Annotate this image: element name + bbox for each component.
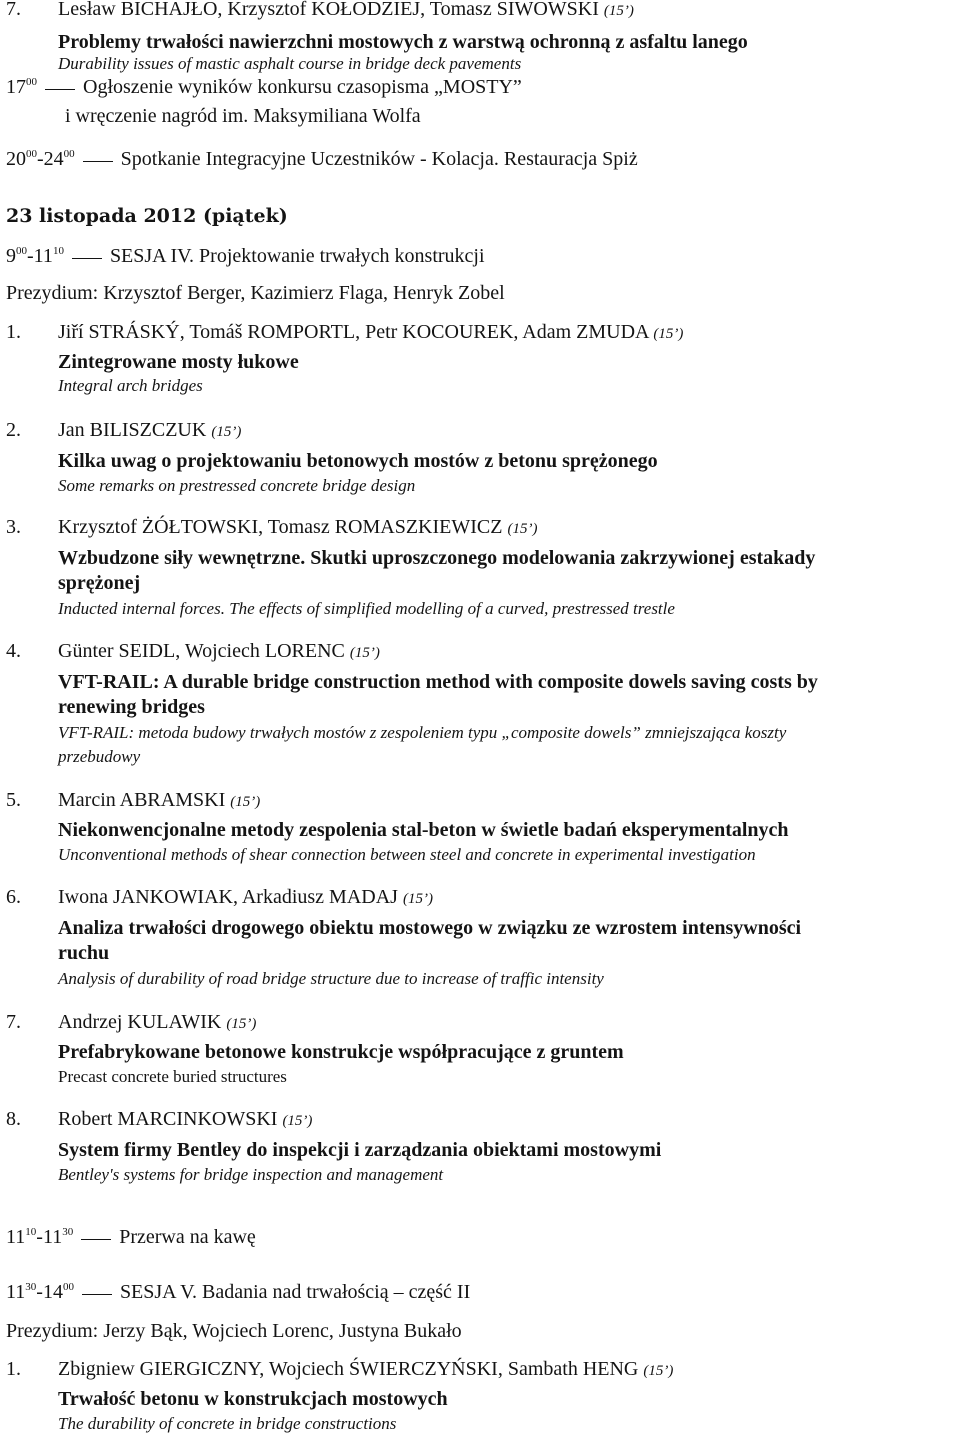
talk-title-pl-cont: renewing bridges [58, 696, 205, 718]
talk-title-en: Integral arch bridges [58, 376, 203, 395]
session-presidium: Prezydium: Jerzy Bąk, Wojciech Lorenc, Justyna Bukało [6, 1320, 462, 1342]
session-title: SESJA IV. Projektowanie trwałych konstrukcji [109, 245, 485, 267]
time-range: $11^{30}-14^{00}$ [6, 1281, 74, 1303]
time-range: $20^{00}-24^{00}$ [6, 148, 75, 170]
talk-title-pl: Trwałość betonu w konstrukcjach mostowych [58, 1388, 448, 1410]
talk-duration: (15’) [643, 1363, 674, 1379]
talk-header [6, 418, 241, 444]
dash-separator [81, 1239, 111, 1240]
talk-title-pl: Problemy trwałości nawierzchni mostowych z warstwą ochronną z asfaltu lanego [58, 31, 748, 53]
talk-header [6, 1010, 256, 1036]
dash-separator [83, 161, 113, 162]
talk-title-en: Precast concrete buried structures [58, 1067, 287, 1086]
time-range: $11^{10}-11^{30}$ [6, 1226, 74, 1248]
schedule-break [6, 1225, 256, 1249]
talk-duration: (15’) [653, 326, 684, 342]
dash-separator [45, 89, 75, 90]
talk-title-en: Analysis of durability of road bridge structure due to increase of traffic intensity [58, 969, 604, 988]
talk-authors: Jan BILISZCZUK [58, 419, 207, 441]
talk-header [6, 0, 634, 23]
talk-duration: (15’) [211, 424, 242, 440]
talk-title-en: Durability issues of mastic asphalt course in bridge deck pavements [58, 54, 522, 73]
talk-title-pl-cont: sprężonej [58, 572, 141, 594]
session-heading [6, 1280, 470, 1304]
talk-header [6, 1357, 673, 1383]
talk-duration: (15’) [226, 1016, 257, 1032]
talk-number: 5. [6, 789, 21, 811]
talk-header [6, 788, 260, 814]
session-heading [6, 244, 485, 268]
talk-title-en: Some remarks on prestressed concrete bridge design [58, 476, 416, 495]
break-text: Przerwa na kawę [119, 1226, 256, 1248]
talk-authors: Krzysztof ŻÓŁTOWSKI, Tomasz ROMASZKIEWICZ [58, 516, 503, 538]
day-heading: 23 listopada 2012 (piątek) [6, 205, 288, 227]
talk-authors: Robert MARCINKOWSKI [58, 1108, 278, 1130]
talk-header [6, 320, 683, 346]
talk-header [6, 1107, 312, 1133]
talk-authors: Günter SEIDL, Wojciech LORENC [58, 640, 345, 662]
talk-title-pl: Wzbudzone siły wewnętrzne. Skutki uproszczonego modelowania zakrzywionej estakady [58, 547, 816, 569]
talk-number: 1. [6, 321, 21, 343]
talk-header [6, 885, 433, 911]
talk-title-pl: Zintegrowane mosty łukowe [58, 351, 299, 373]
talk-number: 6. [6, 886, 21, 908]
talk-duration: (15’) [402, 891, 433, 907]
talk-authors: Andrzej KULAWIK [58, 1011, 222, 1033]
talk-title-pl: Analiza trwałości drogowego obiektu mostowego w związku ze wzrostem intensywności [58, 917, 802, 939]
talk-authors: Marcin ABRAMSKI [58, 789, 226, 811]
talk-title-en-cont: przebudowy [58, 747, 141, 766]
dinner-text: Spotkanie Integracyjne Uczestników - Kolacja. Restauracja Spiż [120, 148, 638, 170]
talk-title-pl: Prefabrykowane betonowe konstrukcje współpracujące z gruntem [58, 1041, 624, 1063]
talk-header [6, 639, 380, 665]
talk-number: 7. [6, 0, 21, 20]
talk-number: 7. [6, 1011, 21, 1033]
talk-duration: (15’) [507, 521, 538, 537]
talk-title-pl-cont: ruchu [58, 942, 110, 964]
talk-authors: Zbigniew GIERGICZNY, Wojciech ŚWIERCZYŃSKI, Sambath HENG [58, 1358, 639, 1380]
talk-duration: (15’) [349, 645, 380, 661]
session-title: SESJA V. Badania nad trwałością – część II [119, 1281, 471, 1303]
talk-duration: (15’) [603, 3, 634, 19]
talk-authors: Iwona JANKOWIAK, Arkadiusz MADAJ [58, 886, 398, 908]
talk-duration: (15’) [282, 1113, 313, 1129]
talk-number: 2. [6, 419, 21, 441]
talk-number: 4. [6, 640, 21, 662]
talk-authors: Jiří STRÁSKÝ, Tomáš ROMPORTL, Petr KOCOUREK, Adam ZMUDA [58, 321, 649, 343]
session-presidium: Prezydium: Krzysztof Berger, Kazimierz Flaga, Henryk Zobel [6, 282, 505, 304]
talk-authors: Lesław BICHAJŁO, Krzysztof KOŁODZIEJ, Tomasz SIWOWSKI [58, 0, 599, 20]
dash-separator [72, 258, 102, 259]
talk-title-en: Inducted internal forces. The effects of simplified modelling of a curved, prestressed trestle [58, 599, 675, 618]
talk-duration: (15’) [230, 794, 261, 810]
time-range: $9^{00}-11^{10}$ [6, 245, 64, 267]
talk-title-pl: System firmy Bentley do inspekcji i zarządzania obiektami mostowymi [58, 1139, 662, 1161]
talk-title-pl: Kilka uwag o projektowaniu betonowych mostów z betonu sprężonego [58, 450, 658, 472]
talk-number: 8. [6, 1108, 21, 1130]
talk-title-pl: Niekonwencjonalne metody zespolenia stal-beton w świetle badań eksperymentalnych [58, 819, 789, 841]
talk-title-pl: VFT-RAIL: A durable bridge construction method with composite dowels saving costs by [58, 671, 818, 693]
schedule-dinner [6, 147, 638, 171]
time-range: $17^{00}$ [6, 76, 37, 98]
announcement-text-2: i wręczenie nagród im. Maksymiliana Wolfa [65, 105, 421, 127]
talk-title-en: VFT-RAIL: metoda budowy trwałych mostów z zespoleniem typu „composite dowels” zmniejszająca koszty [58, 723, 787, 742]
talk-title-en: The durability of concrete in bridge constructions [58, 1414, 397, 1433]
talk-header [6, 515, 537, 541]
talk-number: 3. [6, 516, 21, 538]
talk-title-en: Bentley's systems for bridge inspection and management [58, 1165, 444, 1184]
talk-number: 1. [6, 1358, 21, 1380]
announcement-text: Ogłoszenie wyników konkursu czasopisma „MOSTY” [83, 76, 522, 98]
dash-separator [82, 1294, 112, 1295]
schedule-announcement [6, 75, 522, 99]
talk-title-en: Unconventional methods of shear connection between steel and concrete in experimental investigation [58, 845, 756, 864]
